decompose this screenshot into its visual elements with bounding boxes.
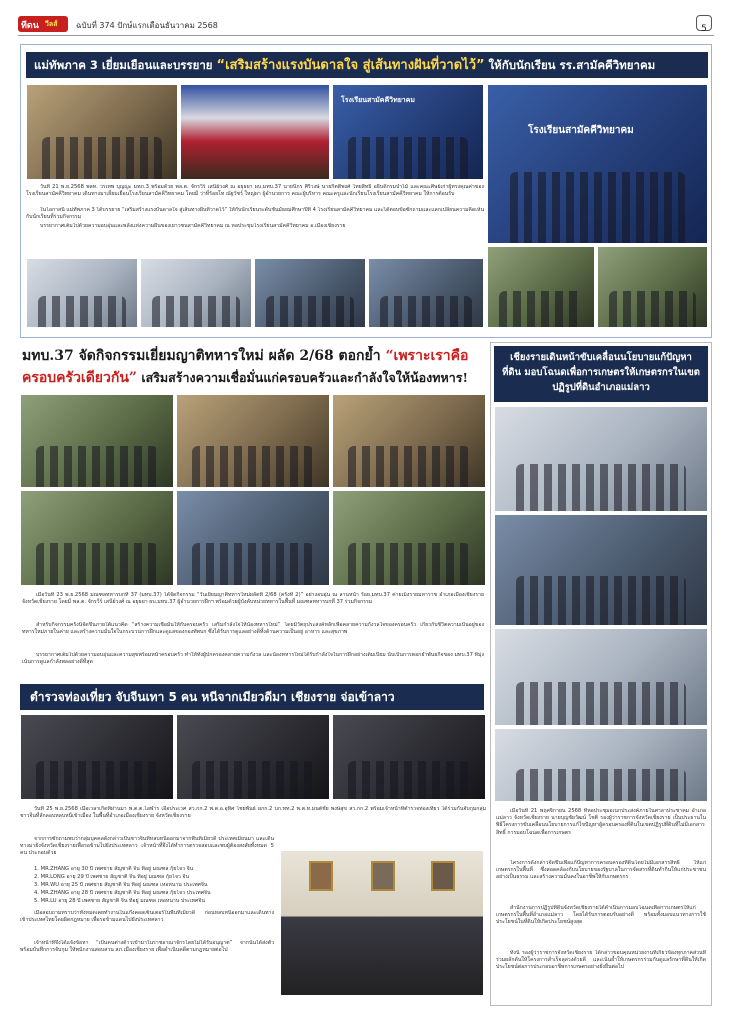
issue-info: ฉบับที่ 374 ปักษ์แรกเดือนธันวาคม 2568 bbox=[76, 21, 218, 30]
story2-photo-1 bbox=[20, 394, 174, 488]
story2-body-1: เมื่อวันที่ 23 พ.ย.2568 มณฑลทหารบกที่ 37 (มทบ.37) ได้จัดกิจกรรม “วันเยี่ยมญาติทหารใหม่ผลัดที่ 2/68 (ครั้งที่ 2)” อย่างอบอุ่น ณ ลานหน้า ร้อย.มทบ.37 ค่ายเม็งรายมหาราช อำเภอเมืองเชียงราย จังหวัดเชียงราย โดยมี พล.ต. จักรวีร์ เสนีย์วงศ์ ณ อยุธยา ผบ.มทบ.37 ผู้อำนวยการฝึกฯ พร้อมด้วยผู้บังคับหน่วยทหารในพื้นที่ มณฑลทหารบกที่ 37 ร่วมกิจกรรม bbox=[22, 592, 484, 606]
story4-body-2: จากการซักถามพบว่ากลุ่มบุคคลดังกล่าวเป็นชาวจีนที่หลบหนีออกมาจากพื้นที่เมียวดี ประเทศเมียนมา และเดินทางมายังจังหวัดเชียงรายเพื่อรอข้ามไปยังประเทศลาว เจ้าหน้าที่จึงได้ทำการตรวจสอบและพบผู้ต้องสงสัยทั้งหมด 5 คน ประกอบด้วย bbox=[20, 836, 274, 857]
story4-photo-2 bbox=[176, 714, 330, 800]
story3-photo-3 bbox=[494, 628, 708, 726]
story4-person-item: 5. MR.LU อายุ 28 ปี เพศชาย สัญชาติ จีน ที่อยู่ มณฑล เหอหนาน ประเทศจีน bbox=[34, 898, 205, 904]
story1-photo-group bbox=[487, 84, 708, 244]
story1-photo-row-6 bbox=[597, 246, 708, 328]
story2-body-3: บรรยากาศเต็มไปด้วยความอบอุ่นและความสุขพร้อมหน้าครอบครัว ทำให้ทั้งผู้ปกครองคลายความกังวล และน้องทหารใหม่ได้รับกำลังใจในการฝึกอย่างเต็มเปี่ยม นับเป็นการตอกย้ำพันธกิจของ มทบ.37 ที่มุ่งเน้นการดูแลกำลังพลอย่างดีที่สุด bbox=[22, 652, 484, 666]
story1-body-2: ในโอกาสนี้ แม่ทัพภาค 3 ได้บรรยาย “เสริมสร้างแรงบันดาลใจ สู่เส้นทางฝันที่วาดไว้” ให้กับนักเรียนระดับชั้นมัธยมศึกษาปีที่ 4 โรงเรียนสามัคคีวิทยาคม และได้ตอบข้อซักถามและแลกเปลี่ยนความคิดเห็นกับนักเรียนที่ร่วมกิจกรรม bbox=[26, 207, 484, 221]
story1-stage-sign: โรงเรียนสามัคคีวิทยาคม bbox=[341, 96, 416, 104]
story1-headline-a: แม่ทัพภาค 3 เยี่ยมเยือนและบรรยาย bbox=[34, 58, 217, 72]
story4-portrait-3 bbox=[431, 861, 455, 891]
story4-portrait-1 bbox=[309, 861, 333, 891]
story3-body-2: โครงการดังกล่าวจัดขึ้นเพื่อแก้ปัญหาการครอบครองที่ดินโดยไม่มีเอกสารสิทธิ์ ให้แก่เกษตรกรในพื้นที่ ซึ่งสอดคล้องกับนโยบายของรัฐบาลในการจัดสรรที่ดินทำกินให้แก่ประชาชนอย่างเป็นธรรม และสร้างความมั่นคงในอาชีพให้กับเกษตรกร bbox=[496, 860, 706, 881]
story4-portrait-2 bbox=[371, 861, 395, 891]
story4-photo-3 bbox=[332, 714, 486, 800]
story1-photo-row-1 bbox=[26, 258, 138, 328]
story1-headline-b: “เสริมสร้างแรงบันดาลใจ สู่เส้นทางฝันที่วาดไว้” bbox=[216, 58, 485, 73]
story2-photo-4 bbox=[20, 490, 174, 586]
logo-accent: วีลส์ bbox=[45, 20, 58, 28]
story3-headline-banner bbox=[494, 346, 708, 402]
masthead-logo bbox=[18, 16, 68, 32]
story2-body-2: สำหรับกิจกรรมครั้งนี้จัดขึ้นภายใต้แนวคิด “สร้างความเชื่อมั่นให้กับครอบครัว เสริมกำลังใจให้น้องทหารใหม่” โดยมีวัตถุประสงค์หลักเพื่อคลายความกังวลใจของครอบครัว เกี่ยวกับชีวิตความเป็นอยู่ของทหารใหม่ภายในค่าย และสร้างความมั่นใจในกระบวนการฝึกและดูแลของกองทัพบก ซึ่งได้รับการดูแลอย่างดีทั้งด้านความเป็นอยู่ อาหาร และสุขภาพ bbox=[22, 622, 484, 636]
story1-photo-stage bbox=[332, 84, 484, 180]
story3-headline: เชียงรายเดินหน้าขับเคลื่อนนโยบายแก้ปัญหาที่ดิน มอบโฉนดเพื่อการเกษตรให้เกษตรกรในเขตปฏิรูปที่ดินอำเภอแม่ลาว bbox=[502, 352, 700, 393]
logo-text: ทีดน bbox=[21, 21, 39, 31]
story4-body-3: เมื่อสอบถามทราบว่าทั้งหมดเคยทำงานในแก๊งคอลเซ็นเตอร์ในพื้นที่เมียวดี ก่อนหลบหนีออกมาและเดินทางเข้าประเทศไทยโดยผิดกฎหมาย เพื่อรอข้ามแดนไปยังประเทศลาว bbox=[20, 910, 274, 924]
story2-headline-b: “เพราะเราคือครอบครัวเดียวกัน” bbox=[22, 348, 469, 386]
story4-headline-banner bbox=[20, 684, 484, 710]
story1-photo-row-4 bbox=[368, 258, 484, 328]
story2-photo-5 bbox=[176, 490, 330, 586]
story3-photo-2 bbox=[494, 514, 708, 626]
story2-headline bbox=[22, 346, 486, 392]
story4-person-item: 4. MR.ZHANG อายุ 28 ปี เพศชาย สัญชาติ จีน ที่อยู่ มณฑล กุ้ยโจว ประเทศจีน bbox=[34, 890, 211, 896]
story2-photo-6 bbox=[332, 490, 486, 586]
story3-photo-4 bbox=[494, 728, 708, 802]
story3-photo-1 bbox=[494, 406, 708, 512]
story3-body-1: เมื่อวันที่ 21 พฤศจิกายน 2568 ที่หอประชุมอเนกประสงค์ภายในศาลาประชาคม อำเภอแม่ลาว จังหวัดเชียงราย นายบุญชัยวัฒน์ โชติ รองผู้ว่าราชการจังหวัดเชียงราย เป็นประธานในพิธีโครงการขับเคลื่อนนโยบายการแก้ไขปัญหาผู้ครอบครองที่ดินในเขตปฏิรูปที่ดินที่ไม่มีเอกสารสิทธิ์ การมอบโฉนดเพื่อการเกษตร bbox=[496, 808, 706, 836]
story3-body-3: สำนักงานการปฏิรูปที่ดินจังหวัดเชียงรายได้ดำเนินการมอบโฉนดเพื่อการเกษตรให้แก่เกษตรกรในพื้นที่อำเภอแม่ลาว โดยได้รับการตอบรับอย่างดี พร้อมทั้งมอบแนวทางการใช้ประโยชน์ในที่ดินให้เกิดประโยชน์สูงสุด bbox=[496, 905, 706, 926]
story1-headline-banner bbox=[26, 52, 708, 78]
story1-photo-row-3 bbox=[254, 258, 366, 328]
story2-headline-a: มทบ.37 จัดกิจกรรมเยี่ยมญาติทหารใหม่ ผลัด 2/68 ตอกย้ำ bbox=[22, 348, 386, 364]
story4-person-item: 1. MR.ZHANG อายุ 30 ปี เพศชาย สัญชาติ จีน ที่อยู่ มณฑล กุ้ยโจว จีน bbox=[34, 866, 194, 872]
page-header bbox=[18, 14, 714, 36]
story2-photo-3 bbox=[332, 394, 486, 488]
story1-body-3: บรรยากาศเต็มไปด้วยความอบอุ่นและพลังแห่งความฝันของเยาวชนสามัคคีวิทยาคม ณ หอประชุมโรงเรียนสามัคคีวิทยาคม อ.เมืองเชียงราย bbox=[40, 223, 346, 229]
story1-photo-row-5 bbox=[487, 246, 595, 328]
story1-group-sign: โรงเรียนสามัคคีวิทยาคม bbox=[528, 125, 634, 136]
page-number bbox=[696, 15, 712, 34]
story2-photo-2 bbox=[176, 394, 330, 488]
story4-body-1: วันที่ 25 พ.ย.2568 เมื่อเวลาเกิดที่ผ่านมา พ.ต.ต.โอฬาร เอื้อประเวศ สว.กก.2 พ.ต.อ.อุทิศ ไชยพันธ์ ผกก.2 บก.ทท.2 พ.ต.ท.มนต์ชัย พงษ์สุข สว.กก.2 พร้อมเจ้าหน้าที่ตำรวจท่องเที่ยว ได้ร่วมกันจับกุมกลุ่มชาวจีนที่ลักลอบหลบหนีเข้าเมือง ในพื้นที่อำเภอเมืองเชียงราย จังหวัดเชียงราย bbox=[20, 806, 486, 820]
story1-body-1: วันที่ 21 พ.ย.2568 พลท. วรเทพ บุญญะ มทภ.3 พร้อมด้วย พล.ต. จักรวีร์ เสนีย์วงศ์ ณ อยุธยา ผบ.มทบ.37 นายนิกร ศิริวงษ์ นายกิตติพงศ์ ไทยสิทธิ์ อธิบดีกรมป่าไม้ และคณะศิษย์เก่าผู้ทรงคุณค่าของโรงเรียนสามัคคีวิทยาคม เดินทางมาเยี่ยมเยือนโรงเรียนสามัคคีวิทยาคม โดยมี ว่าที่ร้อยโท ณัฐวัชร์ ใหญ่ผา ผู้อำนวยการ คณะผู้บริหาร คณะครูและนักเรียนโรงเรียนสามัคคีวิทยาคม ให้การต้อนรับ bbox=[26, 184, 484, 198]
page-number-text: 5 bbox=[701, 24, 707, 34]
story1-headline-c: ให้กับนักเรียน รร.สามัคคีวิทยาคม bbox=[484, 58, 656, 72]
story4-body-4: เจ้าหน้าที่จึงได้แจ้งข้อหา “เป็นคนต่างด้าวเข้ามาในราชอาณาจักรโดยไม่ได้รับอนุญาต” จากนั้นได้ส่งตัวพร้อมบันทึกการจับกุม ให้พนักงานสอบสวน สภ.เมืองเชียงราย เพื่อดำเนินคดีตามกฎหมายต่อไป bbox=[20, 940, 274, 954]
story1-photo-ceremony bbox=[26, 84, 178, 180]
story2-headline-c: เสริมสร้างความเชื่อมั่นแก่ครอบครัวและกำลังใจให้น้องทหาร! bbox=[136, 370, 468, 385]
story1-photo-speaker bbox=[180, 84, 330, 180]
story4-photo-1 bbox=[20, 714, 174, 800]
story4-person-item: 3. MR.WU อายุ 25 ปี เพศชาย สัญชาติ จีน ที่อยู่ มณฑล เหอหนาน ประเทศจีน bbox=[34, 882, 208, 888]
story4-headline: ตำรวจท่องเที่ยว จับจีนเทา 5 คน หนีจากเมียวดีมา เชียงราย จ่อเข้าลาว bbox=[30, 690, 395, 704]
story4-photo-station bbox=[280, 850, 484, 996]
story3-body-4: ทั้งนี้ รองผู้ว่าราชการจังหวัดเชียงราย ได้กล่าวขอบคุณหน่วยงานที่เกี่ยวข้องทุกภาคส่วนที่ร่วมผลักดันให้โครงการสำเร็จลุล่วงด้วยดี และเน้นย้ำให้เกษตรกรร่วมกันดูแลรักษาที่ดินให้เกิดประโยชน์ต่อการประกอบอาชีพการเกษตรอย่างยั่งยืนต่อไป bbox=[496, 950, 706, 971]
story4-person-item: 2. MR.LONG อายุ 29 ปี เพศชาย สัญชาติ จีน ที่อยู่ มณฑล กุ้ยโจว จีน bbox=[34, 874, 190, 880]
story1-photo-row-2 bbox=[140, 258, 252, 328]
story4-person-list bbox=[34, 866, 274, 906]
